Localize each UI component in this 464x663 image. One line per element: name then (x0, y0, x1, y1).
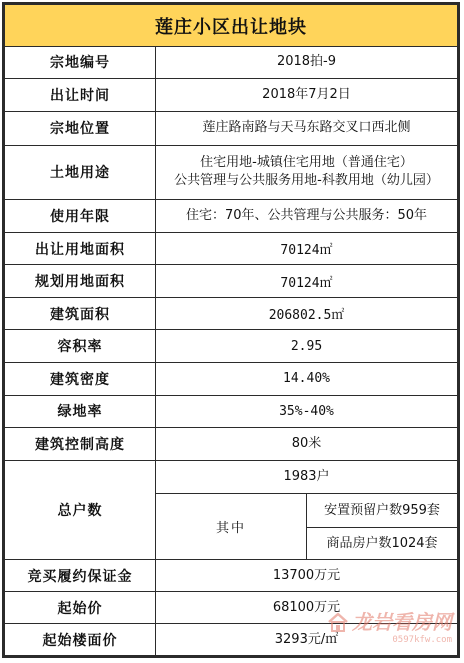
value-transfer-date: 2018年7月2日 (156, 78, 458, 112)
label-land-use: 土地用途 (5, 145, 156, 200)
value-planned-area: 70124㎡ (156, 265, 458, 298)
table-title: 莲庄小区出让地块 (5, 5, 458, 47)
label-transfer-date: 出让时间 (5, 78, 156, 112)
value-total-households: 1983户 (156, 460, 458, 494)
label-of-which: 其中 (156, 494, 307, 560)
value-height-limit: 80米 (156, 428, 458, 461)
value-parcel-number: 2018拍-9 (156, 47, 458, 79)
value-building-area: 206802.5㎡ (156, 297, 458, 330)
value-starting-floor-price: 3293元/㎡ (156, 624, 458, 656)
value-land-use (156, 145, 458, 200)
land-use-line: 公共管理与公共服务用地-科教用地（幼儿园） (174, 173, 439, 189)
land-parcel-sheet (2, 2, 460, 658)
label-plot-ratio: 容积率 (5, 330, 156, 363)
label-bid-deposit: 竞买履约保证金 (5, 560, 156, 592)
value-green-ratio: 35%-40% (156, 395, 458, 428)
label-parcel-number: 宗地编号 (5, 47, 156, 79)
label-height-limit: 建筑控制高度 (5, 428, 156, 461)
value-commercial-units: 商品房户数1024套 (307, 527, 458, 560)
label-green-ratio: 绿地率 (5, 395, 156, 428)
land-parcel-table (4, 4, 458, 656)
value-building-density: 14.40% (156, 363, 458, 396)
value-transfer-area: 70124㎡ (156, 232, 458, 265)
label-starting-floor-price: 起始楼面价 (5, 624, 156, 656)
watermark-name: 龙岩看房网 (352, 610, 452, 634)
label-use-term: 使用年限 (5, 200, 156, 233)
label-building-area: 建筑面积 (5, 297, 156, 330)
value-resettlement-units: 安置预留户数959套 (307, 494, 458, 528)
value-plot-ratio: 2.95 (156, 330, 458, 363)
value-parcel-location: 莲庄路南路与天马东路交叉口西北侧 (156, 112, 458, 146)
land-use-line: 住宅用地-城镇住宅用地（普通住宅） (200, 155, 413, 171)
label-parcel-location: 宗地位置 (5, 112, 156, 146)
label-total-households: 总户数 (5, 460, 156, 560)
label-building-density: 建筑密度 (5, 363, 156, 396)
value-starting-price: 68100万元 (156, 591, 458, 624)
watermark-url: 0597kfw.com (392, 635, 452, 645)
value-use-term: 住宅：70年、公共管理与公共服务：50年 (156, 200, 458, 233)
value-bid-deposit: 13700万元 (156, 560, 458, 592)
label-planned-area: 规划用地面积 (5, 265, 156, 298)
label-transfer-area: 出让用地面积 (5, 232, 156, 265)
label-starting-price: 起始价 (5, 591, 156, 624)
